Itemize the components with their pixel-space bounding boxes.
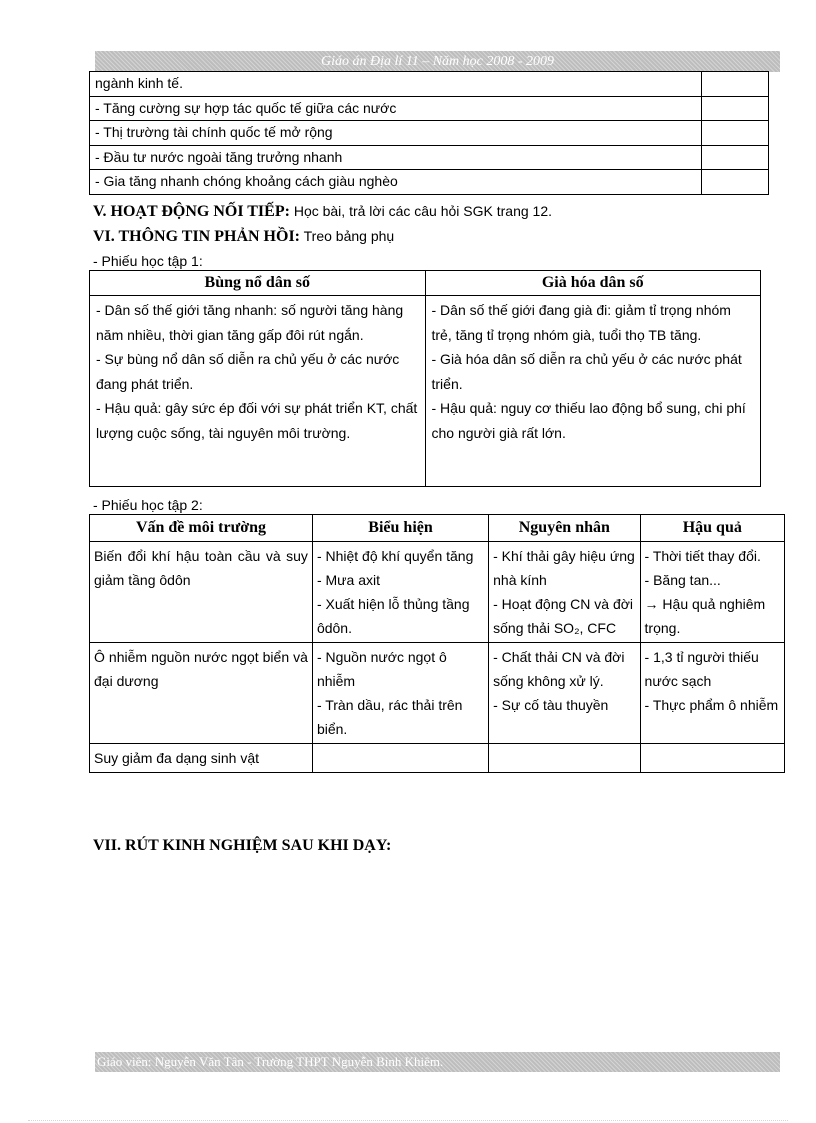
table-row (90, 121, 769, 146)
header-signs: Biểu hiện (312, 515, 488, 542)
table-cell-empty (702, 145, 769, 170)
worksheet-1-table (89, 270, 761, 487)
causes-cell (489, 542, 640, 643)
population-aging-cell (425, 296, 761, 487)
page-edge-divider (28, 1120, 788, 1121)
population-boom-cell (90, 296, 426, 487)
header-causes: Nguyên nhân (489, 515, 640, 542)
list-item: - Chất thải CN và đời sống không xử lý. (493, 649, 625, 689)
list-item: - Tràn dầu, rác thải trên biển. (316, 697, 463, 737)
worksheet-2-label: - Phiếu học tập 2: (93, 497, 203, 513)
table-cell: ngành kinh tế. (90, 72, 702, 97)
header-issue: Vấn đề môi trường (90, 515, 313, 542)
list-item: - Hậu quả: nguy cơ thiếu lao động bổ sung, chi phí cho người già rất lớn. (431, 400, 746, 441)
worksheet-2-table (89, 514, 785, 773)
header-population-aging: Già hóa dân số (425, 271, 761, 296)
list-item: - Sự cố tàu thuyền (493, 697, 609, 713)
section-5-text: Học bài, trả lời các câu hỏi SGK trang 12. (289, 203, 553, 219)
effects-cell (640, 643, 784, 744)
table-cell-empty (702, 96, 769, 121)
issue-cell: Biến đổi khí hậu toàn cầu và suy giảm tầng ôdôn (90, 542, 313, 643)
list-item: - Nguồn nước ngọt ô nhiễm (316, 649, 447, 689)
list-item: - Thời tiết thay đổi. (644, 548, 761, 564)
list-item: - Khí thải gây hiệu ứng nhà kính (493, 548, 635, 588)
table-row (90, 170, 769, 195)
table-header-row (90, 271, 761, 296)
issue-cell: Suy giảm đa dạng sinh vật (90, 744, 313, 773)
effects-cell (640, 744, 784, 773)
table-cell: - Gia tăng nhanh chóng khoảng cách giàu nghèo (90, 170, 702, 195)
table-row (90, 542, 785, 643)
page-header: Giáo án Địa lí 11 – Năm học 2008 - 2009 (95, 51, 780, 72)
list-item: - Hậu quả: gây sức ép đối với sự phát triển KT, chất lượng cuộc sống, tài nguyên môi trường. (96, 400, 418, 441)
list-item: - Băng tan... (644, 572, 721, 588)
table-cell-empty (702, 170, 769, 195)
section-7-heading (93, 836, 391, 856)
section-6-heading (93, 226, 394, 247)
section-5-title: V. HOẠT ĐỘNG NỐI TIẾP: (93, 203, 290, 220)
section-6-text: Treo bảng phụ (300, 228, 395, 244)
list-item: - Mưa axit (316, 572, 380, 588)
list-item: - Sự bùng nổ dân số diễn ra chủ yếu ở các nước đang phát triển. (96, 351, 400, 392)
page-footer: Giáo viên: Nguyễn Văn Tân - Trường THPT Nguyễn Bỉnh Khiêm. (95, 1052, 780, 1072)
section-5-heading (93, 201, 552, 222)
list-item: - Dân số thế giới tăng nhanh: số người tăng hàng năm nhiều, thời gian tăng gấp đôi rút ngắn. (96, 302, 404, 343)
signs-cell (312, 542, 488, 643)
table-header-row (90, 515, 785, 542)
signs-cell (312, 744, 488, 773)
section-7-title: VII. RÚT KINH NGHIỆM SAU KHI DẠY: (93, 837, 392, 854)
worksheet-1-label: - Phiếu học tập 1: (93, 253, 203, 269)
list-item: - Hoạt động CN và đời sống thải SO₂, CFC (493, 596, 634, 636)
list-item: → Hậu quả nghiêm trọng. (644, 596, 766, 636)
header-effects: Hậu quả (640, 515, 784, 542)
table-cell-empty (702, 121, 769, 146)
list-item: - Dân số thế giới đang già đi: giảm tỉ trọng nhóm trẻ, tăng tỉ trọng nhóm già, tuổi thọ TB tăng. (431, 302, 731, 343)
signs-cell (312, 643, 488, 744)
list-item: - Thực phẩm ô nhiễm (644, 697, 779, 713)
table-cell: - Tăng cường sự hợp tác quốc tế giữa các nước (90, 96, 702, 121)
list-item: - Già hóa dân số diễn ra chủ yếu ở các nước phát triển. (431, 351, 742, 392)
table-row (90, 643, 785, 744)
effects-cell (640, 542, 784, 643)
issue-cell: Ô nhiễm nguồn nước ngọt biển và đại dương (90, 643, 313, 744)
list-item: - Nhiệt độ khí quyển tăng (316, 548, 474, 564)
list-item: - Xuất hiện lỗ thủng tầng ôdôn. (316, 596, 470, 636)
header-population-boom: Bùng nổ dân số (90, 271, 426, 296)
table-row (90, 96, 769, 121)
list-item: - 1,3 tỉ người thiếu nước sạch (644, 649, 759, 689)
table-cell: - Đầu tư nước ngoài tăng trưởng nhanh (90, 145, 702, 170)
section-6-title: VI. THÔNG TIN PHẢN HỒI: (93, 228, 300, 245)
continued-table (89, 71, 769, 195)
causes-cell (489, 744, 640, 773)
table-row (90, 145, 769, 170)
table-cell-empty (702, 72, 769, 97)
table-cell: - Thị trường tài chính quốc tế mở rộng (90, 121, 702, 146)
table-row (90, 296, 761, 487)
causes-cell (489, 643, 640, 744)
table-row (90, 72, 769, 97)
table-row (90, 744, 785, 773)
